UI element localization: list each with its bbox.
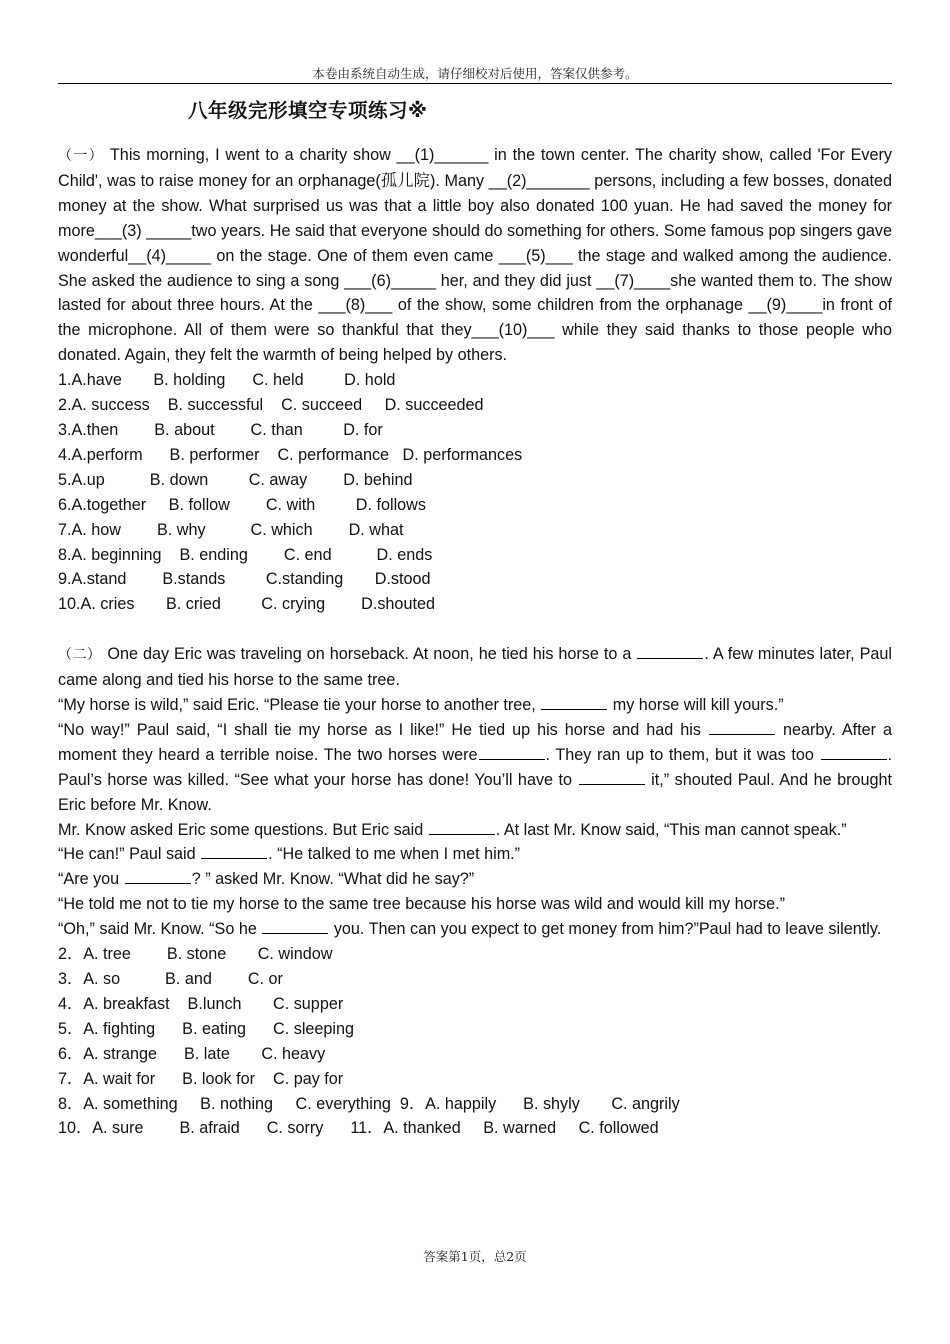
text-run: . Paul’s horse was killed. “See what your horse has done! You’ll have to: [58, 745, 892, 789]
answer-blank[interactable]: [541, 695, 607, 710]
text-run: “No way!” Paul said, “I shall tie my horse as I like!” He tied up his horse and had his: [58, 720, 701, 739]
section1-option-line: 2.A. success B. successful C. succeed D. succeeded: [58, 396, 484, 415]
section1-option-line: 5.A.up B. down C. away D. behind: [58, 470, 413, 489]
section2-option-line: 6．A. strange B. late C. heavy: [58, 1044, 326, 1063]
section2-number: （二）: [58, 647, 102, 664]
text-run: ? ” asked Mr. Know. “What did he say?”: [191, 870, 475, 889]
section2-option-line: 3．A. so B. and C. or: [58, 970, 283, 988]
section1-option-line: 7.A. how B. why C. which D. what: [58, 520, 404, 539]
header-divider: [58, 83, 892, 84]
answer-blank[interactable]: [579, 770, 645, 785]
section-spacer: [58, 617, 892, 642]
section2-paragraph-6: [58, 867, 892, 892]
section1-option-line: 9.A.stand B.stands C.standing D.stood: [58, 570, 431, 589]
page-footer: 答案第1页，总2页: [423, 1249, 527, 1264]
answer-blank[interactable]: [262, 919, 328, 934]
section2-option-line: 7．A. wait for B. look for C. pay for: [58, 1069, 344, 1088]
header-note: 本卷由系统自动生成，请仔细校对后使用，答案仅供参考。: [312, 66, 638, 81]
section2-paragraph-5: [58, 842, 892, 867]
section2-paragraph-3: [58, 718, 892, 818]
section2-paragraph-4: [58, 818, 892, 843]
section1-option-line: 4.A.perform B. performer C. performance D. performances: [58, 445, 523, 464]
section2-paragraph-1: [58, 642, 892, 693]
answer-blank[interactable]: [201, 844, 267, 859]
text-run: my horse will kill yours.”: [612, 696, 784, 715]
text-run: One day Eric was traveling on horseback. At noon, he tied his horse to a: [107, 645, 632, 664]
section2-paragraph-7: “He told me not to tie my horse to the same tree because his horse was wild and would kill my horse.”: [58, 895, 785, 914]
section2-paragraph-8: [58, 917, 892, 942]
page-title: 八年级完形填空专项练习※: [188, 99, 428, 122]
document-body: [58, 143, 892, 1141]
text-run: it,” shouted Paul. And he brought Eric before Mr. Know.: [58, 770, 893, 814]
section1-number: （一）: [58, 148, 104, 164]
text-run: you. Then can you expect to get money from him?”Paul had to leave silently.: [333, 920, 882, 939]
section1-option-line: 1.A.have B. holding C. held D. hold: [58, 371, 396, 390]
text-run: . A few minutes later, Paul came along and tied his horse to the same tree.: [58, 645, 893, 690]
answer-blank[interactable]: [429, 820, 495, 835]
answer-blank[interactable]: [479, 745, 545, 760]
section1-option-line: 8.A. beginning B. ending C. end D. ends: [58, 545, 433, 564]
text-run: “Are you: [58, 870, 120, 889]
section2-option-line: 2．A. tree B. stone C. window: [58, 945, 333, 964]
section1-options: [58, 368, 892, 617]
section2-option-line: 10．A. sure B. afraid C. sorry 11．A. thanked B. warned C. followed: [58, 1119, 659, 1138]
section2-paragraph-2: [58, 693, 892, 718]
section1-passage: [58, 143, 892, 368]
section2-option-line: 5．A. fighting B. eating C. sleeping: [58, 1019, 355, 1038]
text-run: “My horse is wild,” said Eric. “Please tie your horse to another tree,: [58, 696, 536, 715]
section1-text: This morning, I went to a charity show __(1)______ in the town center. The charity show, called 'For Every Child', was to raise money for an orphanage(孤儿院). Many __(2)_______ persons, including a few bosses, donated money at the show. What surprised us was that a little boy also donated 100 yuan. He had saved the money for more___(3) _____two years. He said that everyone should do something for others. Some famous pop singers gave wonderful__(4)_____ on the stage. One of them even came ___(5)___ the stage and walked among the audience. She asked the audience to sing a song ___(6)_____ her, and they did just __(7)____she wanted them to. The show lasted for about three hours. At the ___(8)___ of the show, some children from the orphanage __(9)____in front of the microphone. All of them were so thankful that they___(10)___ while they said thanks to those people who donated. Again, they felt the warmth of being helped by others.: [58, 146, 892, 365]
section1-option-line: 6.A.together B. follow C. with D. follows: [58, 495, 426, 514]
text-run: “Oh,” said Mr. Know. “So he: [58, 920, 257, 939]
section2-option-line: 4．A. breakfast B.lunch C. supper: [58, 994, 344, 1013]
answer-blank[interactable]: [709, 720, 775, 735]
answer-blank[interactable]: [821, 745, 887, 760]
section1-option-line: 10.A. cries B. cried C. crying D.shouted: [58, 595, 435, 614]
text-run: . “He talked to me when I met him.”: [268, 845, 521, 864]
section1-option-line: 3.A.then B. about C. than D. for: [58, 420, 383, 439]
text-run: Mr. Know asked Eric some questions. But Eric said: [58, 820, 424, 839]
answer-blank[interactable]: [637, 644, 703, 659]
text-run: nearby. After a moment they heard a terrible noise. The two horses were: [58, 720, 892, 764]
section2-options: [58, 942, 892, 1141]
section2-option-line: 8．A. something B. nothing C. everything 9．A. happily B. shyly C. angrily: [58, 1094, 680, 1113]
text-run: . They ran up to them, but it was too: [545, 745, 814, 764]
text-run: . At last Mr. Know said, “This man cannot speak.”: [495, 820, 847, 839]
answer-blank[interactable]: [125, 869, 191, 884]
text-run: “He can!” Paul said: [58, 845, 196, 864]
